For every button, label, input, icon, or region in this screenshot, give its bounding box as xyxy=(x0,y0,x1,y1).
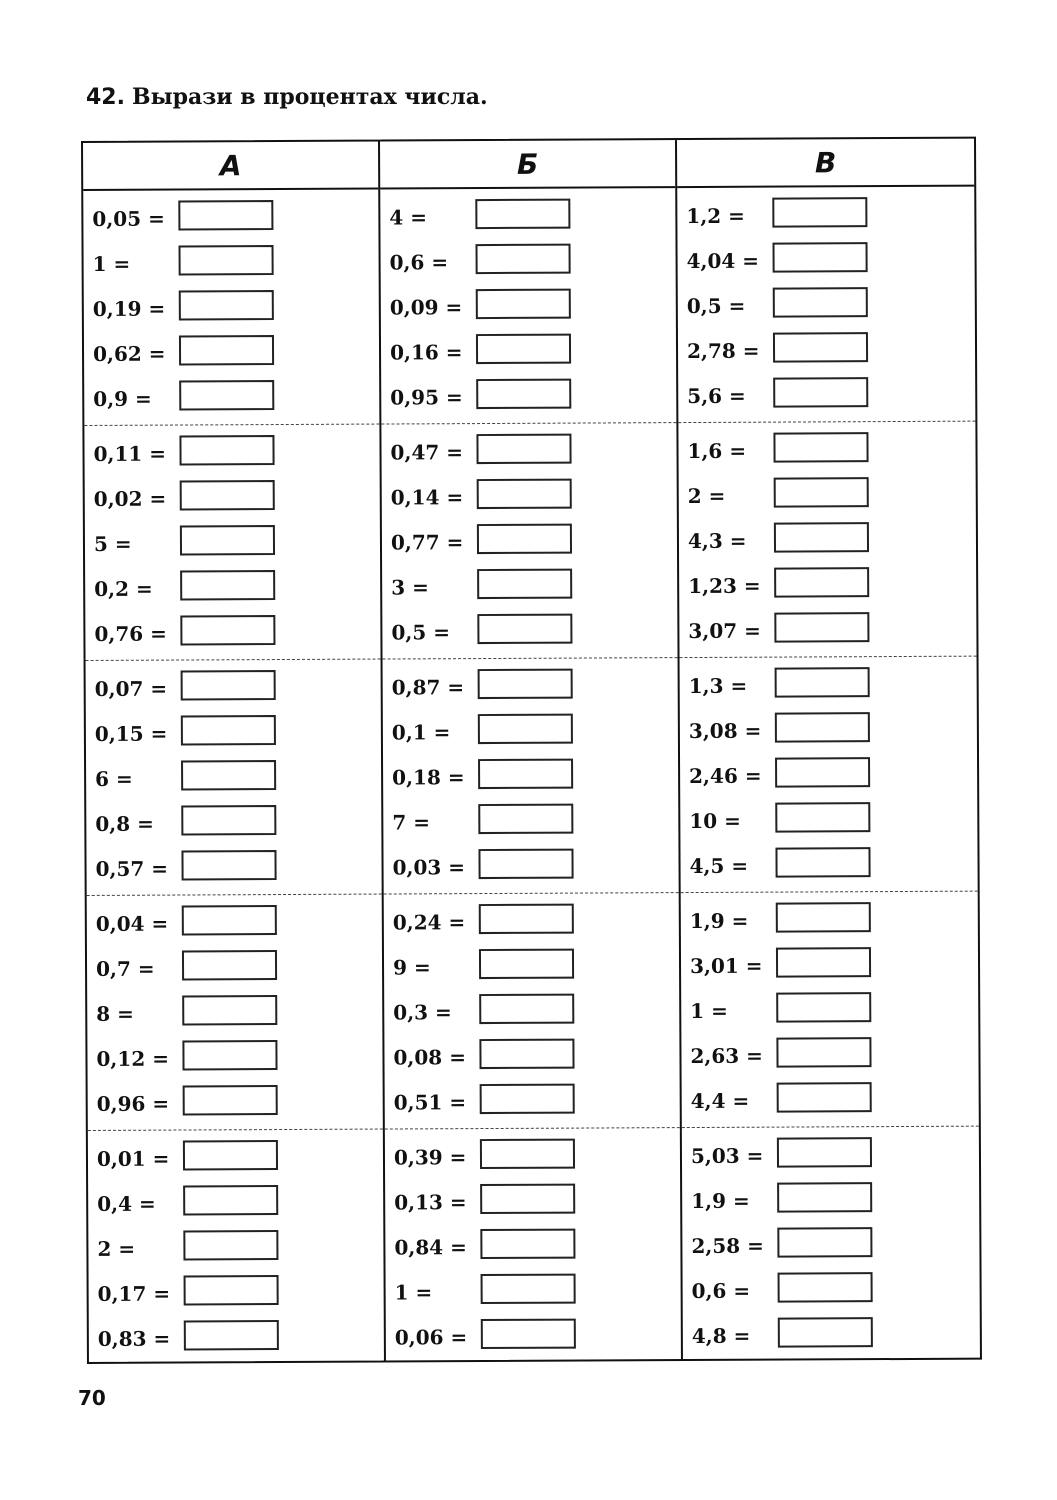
exercise-row xyxy=(678,285,975,331)
exercise-expression: 0,3 = xyxy=(393,1000,452,1025)
exercise-row xyxy=(682,1080,979,1126)
exercise-expression: 0,96 = xyxy=(96,1091,170,1116)
answer-box[interactable] xyxy=(179,435,274,465)
exercise-expression: 0,03 = xyxy=(392,855,466,880)
exercise-expression: 1 = xyxy=(394,1280,433,1305)
exercise-expression: 0,24 = xyxy=(392,910,466,935)
answer-box[interactable] xyxy=(777,1182,872,1212)
exercise-group xyxy=(381,423,677,659)
exercise-expression: 5,03 = xyxy=(690,1143,764,1169)
exercise-expression: 0,62 = xyxy=(92,341,166,366)
exercise-expression: 0,5 = xyxy=(391,620,450,645)
exercise-expression: 0,14 = xyxy=(390,485,464,510)
answer-box[interactable] xyxy=(184,1320,279,1350)
answer-box[interactable] xyxy=(182,950,277,980)
exercise-expression: 2 = xyxy=(687,483,726,509)
answer-box[interactable] xyxy=(773,377,868,407)
answer-box[interactable] xyxy=(477,479,572,509)
exercise-expression: 0,77 = xyxy=(390,530,464,555)
exercise-expression: 2,46 = xyxy=(689,763,762,789)
answer-box[interactable] xyxy=(479,1039,574,1069)
answer-box[interactable] xyxy=(181,805,276,835)
exercise-expression: 4,4 = xyxy=(690,1088,750,1114)
exercise-group xyxy=(84,425,380,661)
page-number: 70 xyxy=(78,1386,106,1410)
exercise-expression: 0,84 = xyxy=(394,1235,467,1260)
exercise-row xyxy=(380,196,675,242)
exercise-expression: 1,23 = xyxy=(688,573,761,599)
exercise-expression: 10 = xyxy=(689,808,741,834)
exercise-expression: 0,57 = xyxy=(95,856,169,881)
exercise-row xyxy=(683,1270,980,1316)
answer-box[interactable] xyxy=(476,434,571,464)
column-header: В xyxy=(677,139,974,188)
exercise-expression: 2,58 = xyxy=(691,1233,764,1259)
exercise-row xyxy=(87,1038,382,1084)
answer-box[interactable] xyxy=(775,757,870,787)
exercise-row xyxy=(678,330,975,376)
exercise-row xyxy=(86,758,381,804)
answer-box[interactable] xyxy=(181,850,276,880)
exercise-row xyxy=(681,1035,978,1081)
exercise-row xyxy=(88,1138,383,1184)
exercise-expression: 0,06 = xyxy=(394,1325,468,1350)
exercise-expression: 0,08 = xyxy=(393,1045,466,1070)
exercise-row xyxy=(679,475,976,521)
exercise-row xyxy=(677,240,974,286)
answer-box[interactable] xyxy=(777,1227,872,1257)
exercise-row xyxy=(679,610,976,656)
answer-box[interactable] xyxy=(476,334,571,364)
exercise-expression: 4 = xyxy=(389,205,428,230)
exercise-row xyxy=(381,331,676,377)
answer-box[interactable] xyxy=(183,1140,278,1170)
task-text: Вырази в процентах числа. xyxy=(131,84,488,110)
exercise-expression: 0,13 = xyxy=(394,1190,467,1215)
exercise-row xyxy=(381,376,676,422)
answer-box[interactable] xyxy=(476,289,571,319)
exercise-expression: 1 = xyxy=(690,998,728,1024)
exercise-expression: 0,2 = xyxy=(94,576,153,601)
answer-box[interactable] xyxy=(477,524,572,554)
exercise-row xyxy=(86,848,381,894)
answer-box[interactable] xyxy=(184,1275,279,1305)
exercise-row xyxy=(84,243,379,289)
answer-box[interactable] xyxy=(477,569,572,599)
exercise-row xyxy=(83,198,378,244)
exercise-row xyxy=(84,333,379,379)
exercise-group xyxy=(83,190,379,426)
answer-box[interactable] xyxy=(478,804,573,834)
exercise-row xyxy=(89,1318,384,1364)
exercise-row xyxy=(678,430,975,476)
exercise-row xyxy=(383,756,678,802)
answer-box[interactable] xyxy=(476,379,571,409)
exercise-row xyxy=(383,846,678,892)
exercise-group xyxy=(677,187,975,423)
exercise-group xyxy=(380,188,676,424)
exercise-row xyxy=(85,613,380,659)
answer-box[interactable] xyxy=(479,949,574,979)
exercise-row xyxy=(384,946,679,992)
answer-box[interactable] xyxy=(180,615,275,645)
answer-box[interactable] xyxy=(180,525,275,555)
answer-box[interactable] xyxy=(182,995,277,1025)
answer-box[interactable] xyxy=(181,670,276,700)
answer-box[interactable] xyxy=(776,1037,871,1067)
answer-box[interactable] xyxy=(773,332,868,362)
exercise-expression: 3,08 = xyxy=(688,718,762,744)
exercise-expression: 0,16 = xyxy=(389,340,463,365)
exercise-group xyxy=(88,1130,384,1366)
exercise-row xyxy=(680,665,977,711)
exercise-expression: 5 = xyxy=(93,531,132,556)
exercise-row xyxy=(84,378,379,424)
exercise-expression: 0,11 = xyxy=(93,441,167,466)
exercise-group xyxy=(383,658,679,894)
exercise-row xyxy=(86,668,381,714)
exercise-expression: 0,15 = xyxy=(94,721,168,746)
exercise-expression: 0,6 = xyxy=(691,1278,751,1304)
exercise-row xyxy=(84,288,379,334)
exercise-row xyxy=(88,1083,383,1129)
answer-box[interactable] xyxy=(480,1229,575,1259)
exercise-row xyxy=(680,845,977,891)
exercise-row xyxy=(683,1315,980,1361)
exercise-expression: 2,63 = xyxy=(690,1043,763,1069)
answer-box[interactable] xyxy=(775,802,870,832)
exercise-row xyxy=(382,566,677,612)
exercise-row xyxy=(88,1183,383,1229)
task-heading xyxy=(86,84,488,110)
answer-box[interactable] xyxy=(481,1274,576,1304)
exercise-expression: 0,39 = xyxy=(393,1145,467,1170)
exercise-expression: 0,9 = xyxy=(93,386,152,411)
answer-box[interactable] xyxy=(774,522,869,552)
exercise-row xyxy=(385,1181,680,1227)
exercise-row xyxy=(85,523,380,569)
column-a xyxy=(83,142,386,1362)
exercise-row xyxy=(384,901,679,947)
answer-box[interactable] xyxy=(773,242,868,272)
answer-box[interactable] xyxy=(480,1139,575,1169)
answer-box[interactable] xyxy=(479,904,574,934)
exercise-row xyxy=(87,948,382,994)
answer-box[interactable] xyxy=(778,1272,873,1302)
exercise-row xyxy=(88,1228,383,1274)
exercise-row xyxy=(682,1180,979,1226)
exercise-expression: 4,8 = xyxy=(691,1323,751,1349)
exercise-expression: 0,95 = xyxy=(390,385,463,410)
exercise-row xyxy=(382,521,677,567)
exercise-row xyxy=(385,1226,680,1272)
exercise-row xyxy=(382,611,677,657)
exercise-row xyxy=(385,1136,680,1182)
exercise-expression: 4,04 = xyxy=(686,248,760,274)
exercise-row xyxy=(679,520,976,566)
exercise-expression: 0,7 = xyxy=(95,956,155,981)
answer-box[interactable] xyxy=(477,614,572,644)
exercise-expression: 1,2 = xyxy=(686,203,745,229)
answer-box[interactable] xyxy=(479,994,574,1024)
exercise-row xyxy=(678,375,975,421)
exercise-group xyxy=(678,422,976,658)
answer-box[interactable] xyxy=(183,1185,278,1215)
exercise-expression: 1,9 = xyxy=(689,908,749,934)
exercise-expression: 1,3 = xyxy=(688,673,748,699)
exercise-row xyxy=(85,568,380,614)
answer-box[interactable] xyxy=(478,669,573,699)
exercise-group xyxy=(681,892,979,1128)
exercise-row xyxy=(680,710,977,756)
exercise-row xyxy=(86,803,381,849)
answer-box[interactable] xyxy=(178,200,273,230)
exercise-row xyxy=(84,433,379,479)
answer-box[interactable] xyxy=(180,570,275,600)
exercise-expression: 3,07 = xyxy=(688,618,761,644)
exercise-group xyxy=(384,893,680,1129)
exercise-expression: 0,18 = xyxy=(392,765,465,790)
answer-box[interactable] xyxy=(775,712,870,742)
exercise-expression: 3 = xyxy=(391,575,429,600)
exercise-row xyxy=(384,991,679,1037)
exercise-row xyxy=(87,903,382,949)
answer-box[interactable] xyxy=(480,1084,575,1114)
exercise-row xyxy=(682,1225,979,1271)
answer-box[interactable] xyxy=(182,905,277,935)
exercise-expression: 0,6 = xyxy=(389,250,449,275)
exercise-group xyxy=(87,895,383,1131)
answer-box[interactable] xyxy=(773,432,868,462)
exercise-expression: 0,19 = xyxy=(92,296,166,321)
exercise-expression: 0,12 = xyxy=(96,1046,169,1071)
answer-box[interactable] xyxy=(776,992,871,1022)
answer-box[interactable] xyxy=(179,335,274,365)
exercise-expression: 2,78 = xyxy=(686,338,760,364)
exercise-expression: 1,9 = xyxy=(691,1188,750,1214)
exercise-row xyxy=(681,900,978,946)
exercise-row xyxy=(383,801,678,847)
exercise-expression: 4,3 = xyxy=(687,528,747,554)
task-number: 42. xyxy=(86,85,125,110)
exercise-expression: 0,51 = xyxy=(393,1090,467,1115)
exercise-expression: 0,1 = xyxy=(391,720,451,745)
answer-box[interactable] xyxy=(181,760,276,790)
answer-box[interactable] xyxy=(476,244,571,274)
exercise-row xyxy=(381,286,676,332)
column-header: А xyxy=(83,142,378,191)
answer-box[interactable] xyxy=(179,380,274,410)
column-b xyxy=(380,140,683,1360)
exercise-expression: 5,6 = xyxy=(687,383,746,409)
answer-box[interactable] xyxy=(774,567,869,597)
exercise-row xyxy=(679,565,976,611)
exercise-row xyxy=(383,666,678,712)
exercise-expression: 0,17 = xyxy=(97,1281,171,1306)
column-v xyxy=(677,139,980,1359)
exercise-expression: 0,4 = xyxy=(97,1191,156,1216)
exercise-expression: 6 = xyxy=(95,766,133,791)
exercise-expression: 0,8 = xyxy=(95,811,154,836)
exercise-row xyxy=(85,478,380,524)
exercise-expression: 1,6 = xyxy=(687,438,747,464)
answer-box[interactable] xyxy=(480,1184,575,1214)
exercise-row xyxy=(681,945,978,991)
exercise-row xyxy=(677,195,974,241)
answer-box[interactable] xyxy=(478,849,573,879)
answer-box[interactable] xyxy=(478,714,573,744)
exercise-expression: 0,5 = xyxy=(686,293,746,319)
exercise-row xyxy=(89,1273,384,1319)
answer-box[interactable] xyxy=(181,715,276,745)
exercise-expression: 0,76 = xyxy=(94,621,167,646)
answer-box[interactable] xyxy=(774,612,869,642)
exercise-row xyxy=(86,713,381,759)
exercise-expression: 2 = xyxy=(97,1236,136,1261)
exercise-row xyxy=(383,711,678,757)
exercise-expression: 0,04 = xyxy=(95,911,169,936)
answer-box[interactable] xyxy=(772,197,867,227)
exercise-expression: 1 = xyxy=(92,251,131,276)
exercise-row xyxy=(384,1036,679,1082)
exercise-table xyxy=(81,137,982,1364)
exercise-group xyxy=(682,1127,980,1363)
exercise-expression: 0,47 = xyxy=(390,440,464,465)
exercise-expression: 0,01 = xyxy=(96,1146,170,1171)
exercise-expression: 3,01 = xyxy=(689,953,763,979)
exercise-row xyxy=(381,431,676,477)
answer-box[interactable] xyxy=(773,287,868,317)
answer-box[interactable] xyxy=(774,477,869,507)
exercise-row xyxy=(386,1271,681,1317)
exercise-expression: 9 = xyxy=(392,955,431,980)
exercise-row xyxy=(386,1316,681,1362)
exercise-expression: 0,83 = xyxy=(97,1326,171,1351)
exercise-expression: 0,07 = xyxy=(94,676,168,701)
exercise-group xyxy=(86,660,382,896)
exercise-row xyxy=(385,1081,680,1127)
exercise-group xyxy=(385,1128,681,1364)
answer-box[interactable] xyxy=(775,847,870,877)
answer-box[interactable] xyxy=(776,902,871,932)
exercise-row xyxy=(680,800,977,846)
answer-box[interactable] xyxy=(183,1230,278,1260)
exercise-group xyxy=(680,657,978,893)
exercise-row xyxy=(380,241,675,287)
answer-box[interactable] xyxy=(478,759,573,789)
exercise-expression: 0,09 = xyxy=(389,295,463,320)
answer-box[interactable] xyxy=(179,245,274,275)
answer-box[interactable] xyxy=(777,1082,872,1112)
exercise-row xyxy=(681,990,978,1036)
exercise-expression: 4,5 = xyxy=(689,853,749,879)
exercise-row xyxy=(680,755,977,801)
column-header: Б xyxy=(380,140,675,189)
exercise-row xyxy=(682,1135,979,1181)
answer-box[interactable] xyxy=(775,667,870,697)
answer-box[interactable] xyxy=(179,290,274,320)
answer-box[interactable] xyxy=(776,947,871,977)
exercise-expression: 0,87 = xyxy=(391,675,465,700)
exercise-expression: 7 = xyxy=(392,810,431,835)
answer-box[interactable] xyxy=(481,1319,576,1349)
answer-box[interactable] xyxy=(180,480,275,510)
answer-box[interactable] xyxy=(778,1317,873,1347)
exercise-expression: 8 = xyxy=(96,1001,134,1026)
exercise-expression: 0,02 = xyxy=(93,486,167,511)
answer-box[interactable] xyxy=(182,1040,277,1070)
answer-box[interactable] xyxy=(475,199,570,229)
answer-box[interactable] xyxy=(777,1137,872,1167)
answer-box[interactable] xyxy=(183,1085,278,1115)
exercise-row xyxy=(87,993,382,1039)
exercise-expression: 0,05 = xyxy=(92,206,165,231)
exercise-row xyxy=(382,476,677,522)
